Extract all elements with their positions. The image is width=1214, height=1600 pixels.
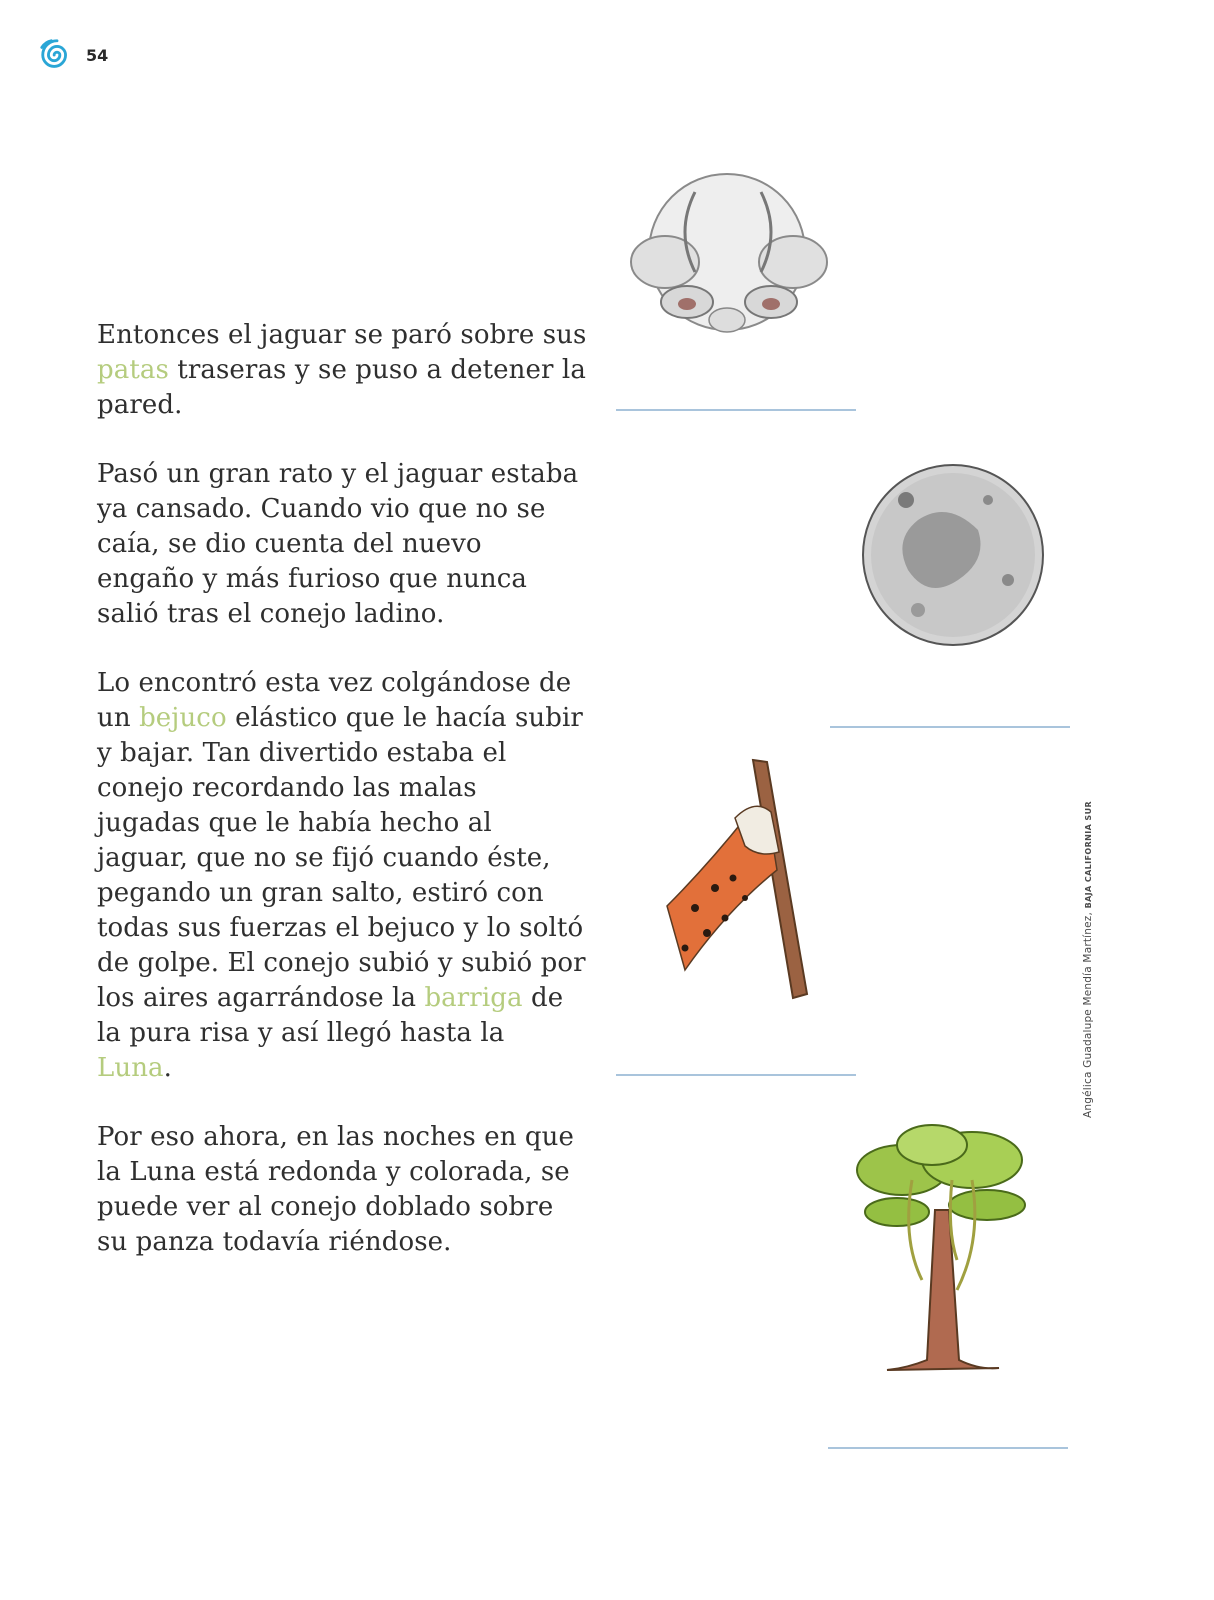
jaguar-paw-icon bbox=[665, 758, 815, 1003]
credit-author: Angélica Guadalupe Mendía Martínez, bbox=[1082, 908, 1094, 1118]
story-paragraph bbox=[97, 1120, 587, 1260]
answer-line-3[interactable] bbox=[616, 1074, 856, 1076]
answer-line-2[interactable] bbox=[830, 726, 1070, 728]
story-paragraph bbox=[97, 457, 587, 632]
spiral-logo-icon bbox=[38, 36, 76, 74]
tree-with-vines-icon bbox=[852, 1120, 1032, 1380]
paragraph-text: Lo encontró esta vez colgándose de un bbox=[97, 668, 572, 733]
story-paragraph bbox=[97, 666, 587, 1086]
glossary-word: barriga bbox=[424, 983, 523, 1013]
illustration-credit bbox=[1082, 801, 1094, 1118]
glossary-word: bejuco bbox=[139, 703, 227, 733]
paragraph-text: traseras y se puso a detener la pared. bbox=[97, 355, 586, 420]
paragraph-text: Por eso ahora, en las noches en que la Luna está redonda y colorada, se puede ver al conejo doblado sobre su panza todavía riéndose. bbox=[97, 1122, 574, 1257]
answer-line-1[interactable] bbox=[616, 409, 856, 411]
rabbit-belly-icon bbox=[625, 172, 830, 337]
glossary-word: Luna bbox=[97, 1053, 164, 1083]
paragraph-text: elástico que le hacía subir y bajar. Tan divertido estaba el conejo recordando las malas jugadas que le había hecho al jaguar, que no se fijó cuando éste, pegando un gran salto, estiró con todas sus fuerzas el bejuco y lo soltó de golpe. El conejo subió y subió por los aires agarrándose la bbox=[97, 703, 586, 1013]
paragraph-text: . bbox=[163, 1053, 173, 1083]
paragraph-text: Entonces el jaguar se paró sobre sus bbox=[97, 320, 587, 350]
answer-line-4[interactable] bbox=[828, 1447, 1068, 1449]
moon-icon bbox=[858, 460, 1048, 650]
story-paragraph bbox=[97, 318, 587, 423]
page-number: 54 bbox=[86, 45, 109, 65]
page-header bbox=[38, 36, 108, 74]
glossary-word: patas bbox=[97, 355, 169, 385]
paragraph-text: Pasó un gran rato y el jaguar estaba ya cansado. Cuando vio que no se caía, se dio cuenta del nuevo engaño y más furioso que nunca salió tras el conejo ladino. bbox=[97, 459, 579, 629]
paragraph-text: de la pura risa y así llegó hasta la bbox=[97, 983, 564, 1048]
story-text bbox=[97, 318, 587, 1294]
credit-region: BAJA CALIFORNIA SUR bbox=[1084, 800, 1093, 909]
